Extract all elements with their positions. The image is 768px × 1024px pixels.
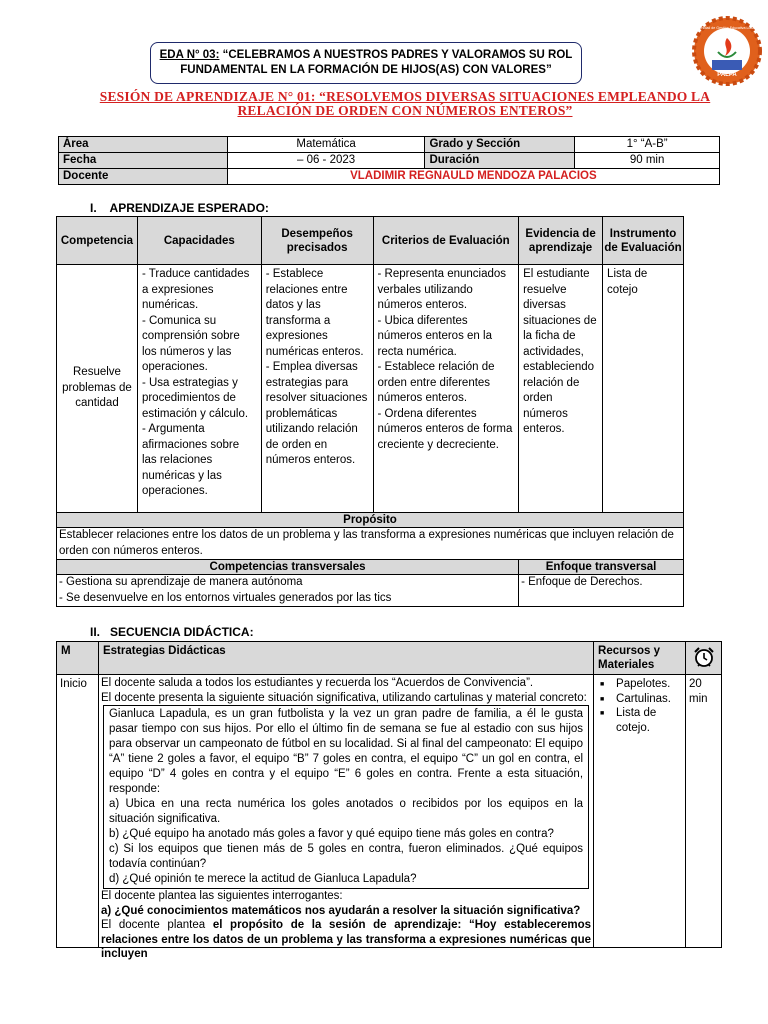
alarm-clock-icon xyxy=(686,642,722,675)
header-m: M xyxy=(57,642,99,675)
recurso-item: ■ Papelotes. xyxy=(598,677,681,692)
evidencia-cell: El estudiante resuelve diversas situaciones de la ficha de actividades, estableciendo relación de orden números enteros. xyxy=(519,265,603,513)
section-2-title: II. SECUENCIA DIDÁCTICA: xyxy=(90,625,254,639)
docente-value: VLADIMIR REGNAULD MENDOZA PALACIOS xyxy=(227,169,719,185)
fecha-label: Fecha xyxy=(59,153,228,169)
fecha-value: – 06 - 2023 xyxy=(227,153,425,169)
competencias-transversales-cell xyxy=(57,575,519,607)
header-instrumento: Instrumento de Evaluación xyxy=(603,217,684,265)
duracion-label: Duración xyxy=(425,153,575,169)
desempenos-cell: - Establece relaciones entre datos y las transforma a expresiones numéricas enteros. - Emplea diversas estrategias para resolver situaciones problemáticas utilizando relación de orden en números enteros. xyxy=(261,265,373,513)
estrategias-cell xyxy=(98,675,593,960)
duracion-value: 90 min xyxy=(575,153,720,169)
competencia-transversal-1: - Gestiona su aprendizaje de manera autónoma xyxy=(59,576,303,588)
enfoque-transversal-label: Enfoque transversal xyxy=(519,560,684,575)
eda-title-box xyxy=(150,42,582,84)
question-c: c) Si los equipos que tienen más de 5 goles en contra, fueron eliminados. ¿Qué equipos todavía continúan? xyxy=(108,843,584,870)
area-value: Matemática xyxy=(227,137,425,153)
eda-line-2: FUNDAMENTAL EN LA FORMACIÓN DE HIJOS(AS) CON VALORES” xyxy=(180,64,552,76)
eda-label: EDA N° 03: xyxy=(159,49,220,61)
estrategia-p4: a) ¿Qué conocimientos matemáticos nos ayudarán a resolver la situación significativa? xyxy=(100,904,581,917)
estrategia-p5: El docente plantea el propósito de la sesión de aprendizaje: “Hoy estableceremos relaciones entre los datos de un problema y las transforma a expresiones numéricas que incluyen xyxy=(100,919,592,960)
header-capacidades: Capacidades xyxy=(137,217,261,265)
info-table xyxy=(58,136,720,185)
competencia-cell: Resuelve problemas de cantidad xyxy=(57,265,138,513)
capacidades-cell: - Traduce cantidades a expresiones numéricas. - Comunica su comprensión sobre los números y las operaciones. - Usa estrategias y procedimientos de estimación y cálculo. - Argumenta afirmaciones sobre las relaciones numéricas y las operaciones. xyxy=(137,265,261,513)
aprendizaje-table xyxy=(56,216,684,607)
recursos-list xyxy=(598,677,681,735)
area-label: Área xyxy=(59,137,228,153)
secuencia-table xyxy=(56,641,722,960)
header-estrategias: Estrategias Didácticas xyxy=(98,642,593,675)
ugel-logo xyxy=(692,16,762,86)
section-1-title: I. APRENDIZAJE ESPERADO: xyxy=(90,201,269,215)
estrategia-p3: El docente plantea las siguientes interrogantes: xyxy=(100,890,343,902)
header-competencia: Competencia xyxy=(57,217,138,265)
grado-label: Grado y Sección xyxy=(425,137,575,153)
situacion-text: Gianluca Lapadula, es un gran futbolista y la vez un gran padre de familia, a él le gusta pasar tiempo con sus hijos. Por ello el último fin de semana se fue al estadio con sus hijos para observar un campeonato de fútbol en su localidad. Si al final del campeonato: El equipo “A” tiene 2 goles a favor, el equipo “B” 7 goles en contra, el equipo “C” un gol en contra, el equipo “D” 4 goles en contra y el equipo “E” 6 goles en contra. Frente a esta situación, responde: xyxy=(108,708,584,795)
tiempo-cell: 20 min xyxy=(686,675,722,948)
question-b: b) ¿Qué equipo ha anotado más goles a favor y qué equipo tiene más goles en contra? xyxy=(108,828,554,840)
header-criterios: Criterios de Evaluación xyxy=(373,217,519,265)
instrumento-cell: Lista de cotejo xyxy=(603,265,684,513)
recursos-cell xyxy=(594,675,686,948)
question-a: a) Ubica en una recta numérica los goles anotados o recibidos por los equipos en la situación significativa. xyxy=(108,798,584,825)
competencia-transversal-2: - Se desenvuelve en los entornos virtuales generados por las tics xyxy=(59,591,392,604)
enfoque-transversal-cell: - Enfoque de Derechos. xyxy=(519,575,684,607)
estrategia-p2: El docente presenta la siguiente situación significativa, utilizando cartulinas y material concreto: xyxy=(100,691,587,704)
logo-top-text: Unidad de Gestión Educativa Local xyxy=(698,26,756,30)
situacion-significativa-box xyxy=(103,705,589,889)
session-title xyxy=(60,90,750,118)
competencias-transversales-label: Competencias transversales xyxy=(57,560,519,575)
logo-palpa-text: PALPA xyxy=(717,72,737,78)
estrategia-p1: El docente saluda a todos los estudiantes y recuerda los “Acuerdos de Convivencia”. xyxy=(100,677,534,689)
header-recursos: Recursos y Materiales xyxy=(594,642,686,675)
moment-inicio: Inicio xyxy=(57,675,99,948)
eda-line-1: EDA N° 03: “CELEBRAMOS A NUESTROS PADRES Y VALORAMOS SU ROL xyxy=(159,49,573,61)
question-d: d) ¿Qué opinión te merece la actitud de Gianluca Lapadula? xyxy=(108,873,417,885)
criterios-cell: - Representa enunciados verbales utilizando números enteros. - Ubica diferentes números enteros en la recta numérica. - Establece relación de orden entre diferentes números enteros. - Ordena diferentes números enteros de forma creciente y decreciente. xyxy=(373,265,519,513)
recurso-item: ■ Lista de cotejo. xyxy=(598,706,681,735)
proposito-label: Propósito xyxy=(57,513,684,528)
header-desempenos: Desempeños precisados xyxy=(261,217,373,265)
header-evidencia: Evidencia de aprendizaje xyxy=(519,217,603,265)
session-title-line-1: SESIÓN DE APRENDIZAJE N° 01: “RESOLVEMOS DIVERSAS SITUACIONES EMPLEANDO LA xyxy=(99,89,711,104)
proposito-text: Establecer relaciones entre los datos de un problema y las transforma a expresiones numéricas que incluyen relación de orden con números enteros. xyxy=(57,528,684,560)
grado-value: 1° “A-B” xyxy=(575,137,720,153)
recurso-item: ■ Cartulinas. xyxy=(598,692,681,707)
docente-label: Docente xyxy=(59,169,228,185)
session-title-line-2: RELACIÓN DE ORDEN CON NÚMEROS ENTEROS” xyxy=(237,103,573,118)
